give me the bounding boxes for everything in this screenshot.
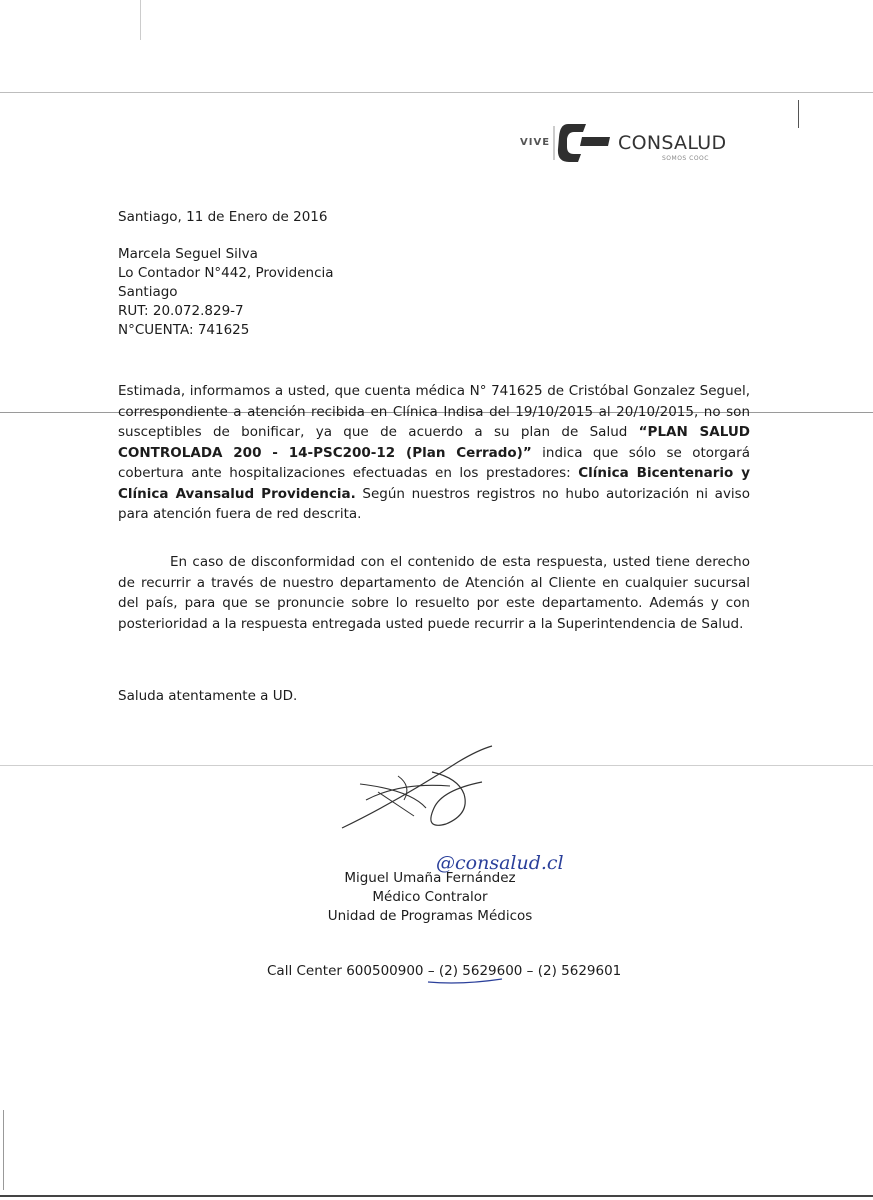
handwritten-underline (426, 976, 506, 986)
logo-prefix: VIVE (520, 137, 551, 148)
logo-tagline: SOMOS COOC (662, 155, 709, 162)
closing-line: Saluda atentamente a UD. (118, 688, 298, 704)
paper-fold-line (0, 92, 873, 93)
scan-mark (798, 100, 799, 128)
handwritten-note-text: @consalud.cl (436, 852, 564, 874)
recipient-rut: RUT: 20.072.829-7 (118, 303, 244, 319)
scan-edge (3, 1110, 4, 1190)
signature (338, 742, 508, 837)
paragraph-text: Según nuestros registros no hubo autorización ni aviso para atención fuera de red descrita. (118, 485, 750, 522)
plan-name: “PLAN SALUD CONTROLADA 200 - 14-PSC200-12 (Plan Cerrado)” (118, 424, 750, 461)
scan-edge (0, 1195, 873, 1197)
consalud-c-icon (552, 118, 616, 168)
recipient-address: Lo Contador N°442, Providencia (118, 265, 334, 281)
signer-name: Miguel Umaña Fernández (344, 870, 516, 886)
call-center: Call Center 600500900 – (2) 5629600 – (2) 5629601 (267, 963, 622, 979)
logo-name: CONSALUD (618, 132, 727, 154)
scan-mark (140, 0, 141, 40)
signer-unit: Unidad de Programas Médicos (327, 908, 533, 924)
paragraph-text: Estimada, informamos a usted, que cuenta médica N° 741625 de Cristóbal Gonzalez Seguel, correspondiente a atención recibida en Clínica Indisa del 19/10/2015 al 20/10/2015, no son susceptibles de bonificar, ya que de acuerdo a su plan de Salud (118, 383, 750, 440)
date-line: Santiago, 11 de Enero de 2016 (118, 209, 328, 225)
signer-title: Médico Contralor (372, 889, 488, 905)
providers: Clínica Bicentenario y Clínica Avansalud Providencia. (118, 465, 750, 502)
recipient-account: N°CUENTA: 741625 (118, 322, 250, 338)
consalud-logo (516, 118, 736, 168)
paragraph-appeal: En caso de disconformidad con el contenido de esta respuesta, usted tiene derecho de recurrir a través de nuestro departamento de Atención al Cliente en cualquier sucursal del país, para que se pronuncie sobre lo resuelto por este departamento. Además y con posterioridad a la respuesta entregada usted puede recurrir a la Superintendencia de Salud. (118, 554, 750, 632)
paragraph-coverage (118, 381, 750, 525)
recipient-city: Santiago (118, 284, 178, 300)
paragraph-text: indica que sólo se otorgará cobertura ante hospitalizaciones efectuadas en los prestadores: (118, 444, 750, 481)
recipient-name: Marcela Seguel Silva (118, 246, 258, 262)
